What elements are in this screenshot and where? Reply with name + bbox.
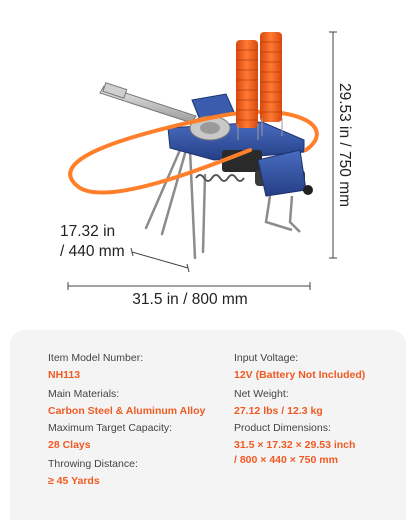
spec-value: 28 Clays xyxy=(48,439,91,451)
spec-label: Item Model Number: xyxy=(48,352,144,364)
clay-stack-right xyxy=(260,32,282,122)
spec-value: 27.12 lbs / 12.3 kg xyxy=(234,405,323,417)
spec-label: Product Dimensions: xyxy=(234,422,331,434)
spec-value: 12V (Battery Not Included) xyxy=(234,369,366,381)
spec-model xyxy=(48,352,143,383)
depth-dimension-label xyxy=(60,222,125,262)
spec-label: Input Voltage: xyxy=(234,352,299,364)
spec-value: 31.5 × 17.32 × 29.53 inch xyxy=(234,439,356,451)
throwing-arm xyxy=(100,83,196,123)
spec-materials xyxy=(48,388,205,419)
spec-value: / 800 × 440 × 750 mm xyxy=(234,454,338,466)
spec-label: Maximum Target Capacity: xyxy=(48,422,173,434)
spec-weight xyxy=(234,388,323,419)
spec-label: Main Materials: xyxy=(48,388,120,400)
spec-label: Throwing Distance: xyxy=(48,458,138,470)
tripod-legs xyxy=(146,150,205,258)
depth-dimension-line-2: / 440 mm xyxy=(60,243,125,260)
depth-dimension-line-1: 17.32 in xyxy=(60,223,116,240)
spec-value: ≥ 45 Yards xyxy=(48,475,100,487)
spec-distance xyxy=(48,458,138,489)
spec-value: NH113 xyxy=(48,369,81,381)
spec-product-dimensions xyxy=(234,422,355,468)
spec-value: Carbon Steel & Aluminum Alloy xyxy=(48,405,206,417)
spec-capacity xyxy=(48,422,172,453)
spring xyxy=(196,175,244,181)
height-dimension-label: 29.53 in / 750 mm xyxy=(336,82,353,208)
spec-label: Net Weight: xyxy=(234,388,289,400)
width-dimension-label: 31.5 in / 800 mm xyxy=(132,291,248,308)
depth-dimension-line xyxy=(131,248,189,272)
spec-voltage xyxy=(234,352,365,383)
spec-card xyxy=(10,330,406,520)
rear-stand xyxy=(266,196,300,232)
clay-stack-left xyxy=(236,40,258,128)
width-dimension-line xyxy=(68,282,310,290)
